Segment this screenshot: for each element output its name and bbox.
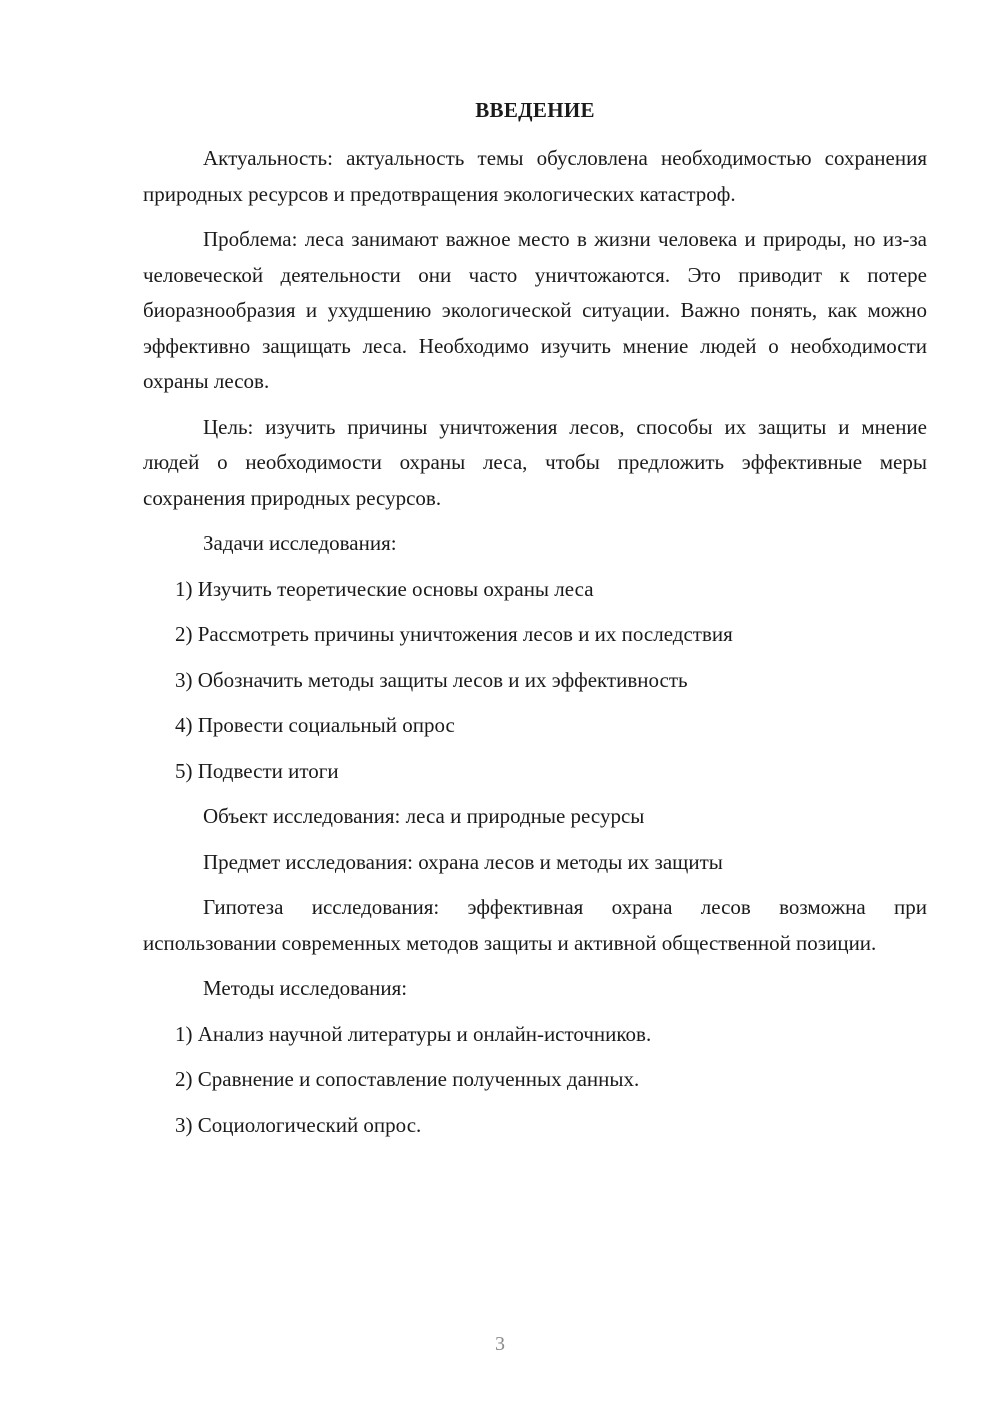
- relevance-paragraph: Актуальность: актуальность темы обусловлена необходимостью сохранения природных ресурсов и предотвращения экологических катастроф.: [143, 146, 927, 206]
- method-item: 2) Сравнение и сопоставление полученных данных.: [175, 1067, 640, 1091]
- task-item: 1) Изучить теоретические основы охраны леса: [175, 576, 594, 601]
- method-item: 3) Социологический опрос.: [175, 1112, 422, 1137]
- page-title: ВВЕДЕНИЕ: [475, 98, 595, 122]
- task-item: 2) Рассмотреть причины уничтожения лесов и их последствия: [175, 622, 733, 646]
- tasks-heading: Задачи исследования:: [203, 531, 397, 555]
- task-item: 5) Подвести итоги: [175, 758, 339, 783]
- methods-list: [143, 1017, 927, 1144]
- task-item: 3) Обозначить методы защиты лесов и их эффективность: [175, 667, 688, 692]
- method-item: 1) Анализ научной литературы и онлайн-источников.: [175, 1021, 652, 1046]
- problem-paragraph: Проблема: леса занимают важное место в жизни человека и природы, но из-за человеческой деятельности они часто уничтожаются. Это приводит к потере биоразнообразия и ухудшению экологической ситуации. Важно понять, как можно эффективно защищать леса. Необходимо изучить мнение людей о необходимости охраны лесов.: [143, 227, 927, 393]
- page-number: 3: [495, 1333, 505, 1355]
- page-content: [143, 92, 927, 1153]
- research-object: Объект исследования: леса и природные ресурсы: [203, 804, 645, 828]
- tasks-list: [143, 572, 927, 790]
- task-item: 4) Провести социальный опрос: [175, 713, 455, 737]
- methods-heading: Методы исследования:: [203, 976, 408, 1000]
- goal-paragraph: Цель: изучить причины уничтожения лесов, способы их защиты и мнение людей о необходимости охраны леса, чтобы предложить эффективные меры сохранения природных ресурсов.: [143, 414, 927, 510]
- hypothesis-paragraph: Гипотеза исследования: эффективная охрана лесов возможна при использовании современных методов защиты и активной общественной позиции.: [143, 895, 927, 955]
- research-subject: Предмет исследования: охрана лесов и методы их защиты: [203, 849, 723, 874]
